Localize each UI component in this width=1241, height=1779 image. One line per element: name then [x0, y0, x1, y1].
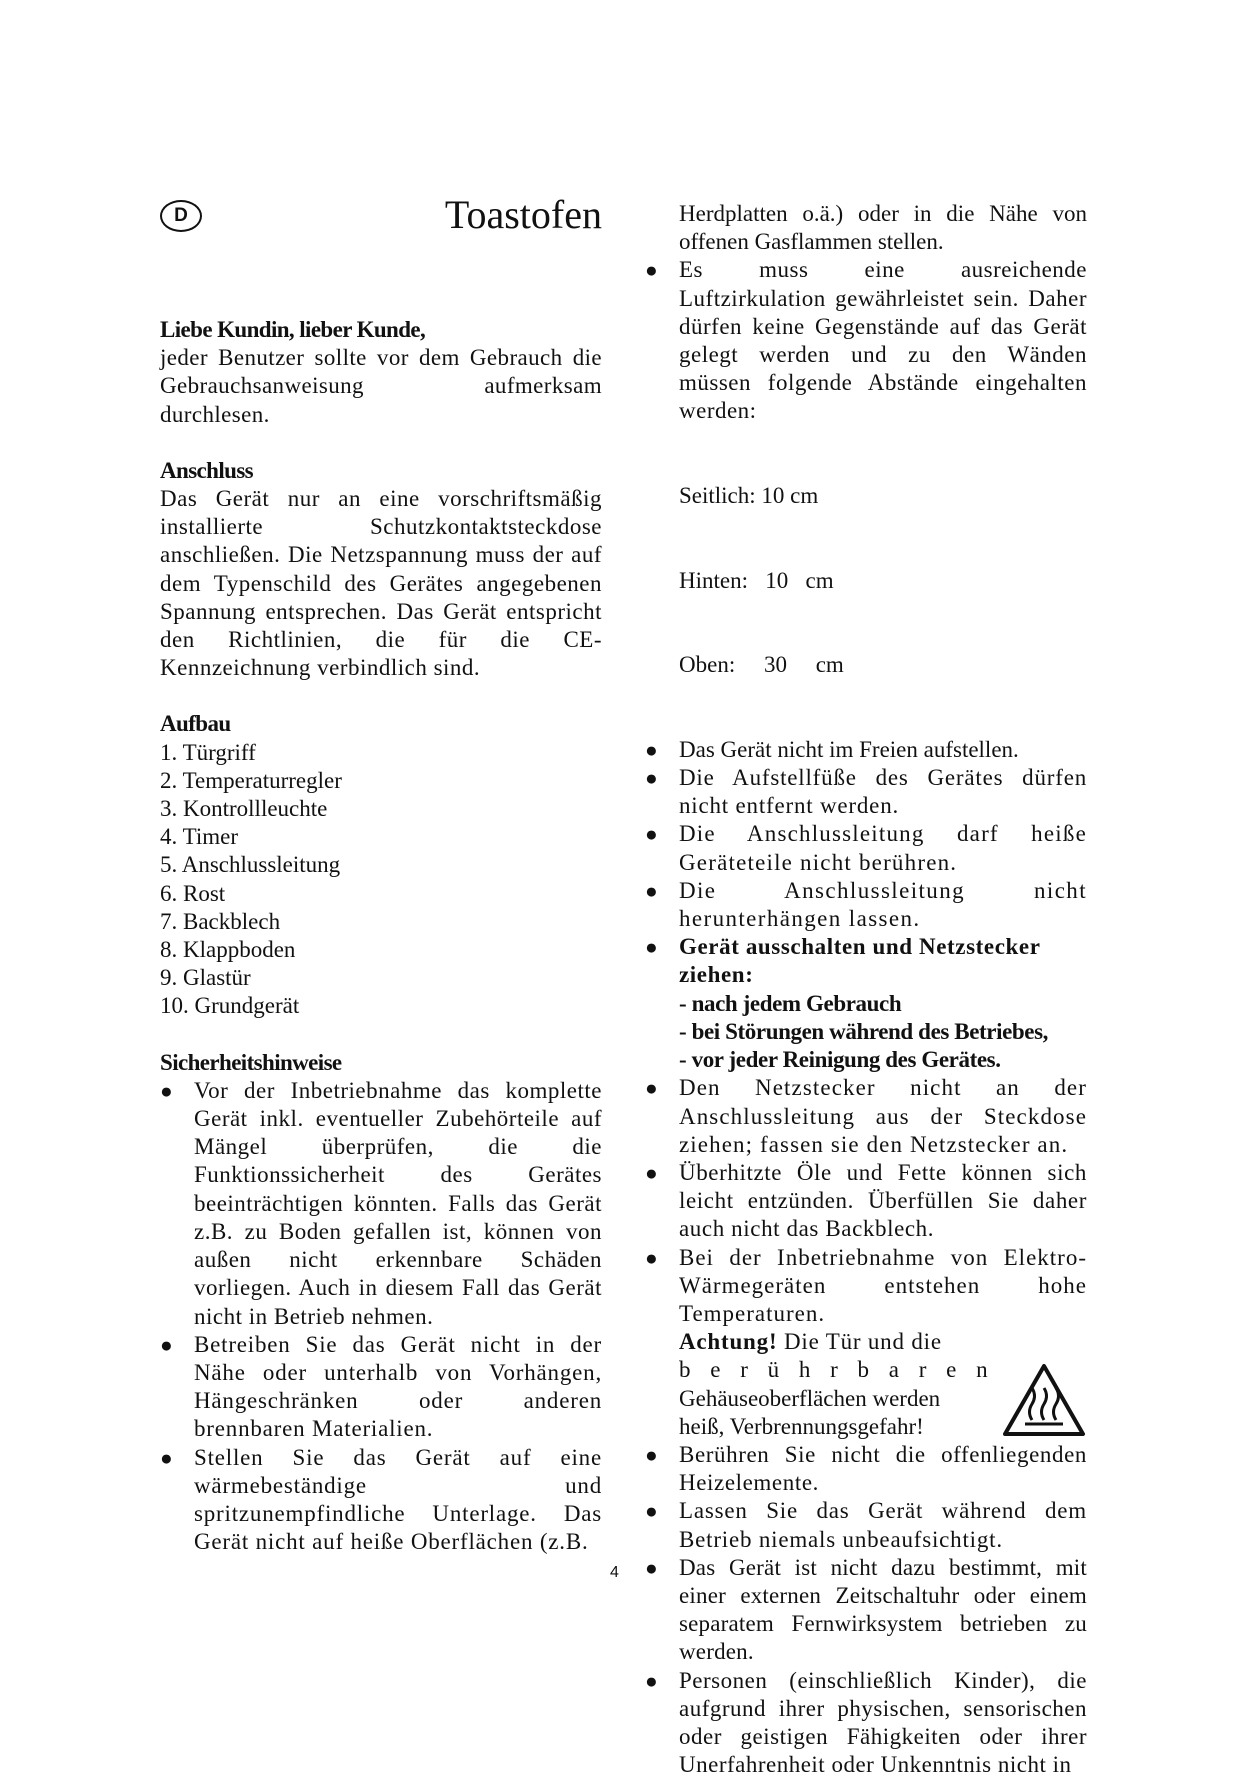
safety-bullet: ● Berühren Sie nicht die offenliegenden Heizelemente. [645, 1441, 1087, 1496]
unplug-item: - bei Störungen während des Betriebes, [679, 1018, 1048, 1044]
safety-bullet: ● Personen (einschließlich Kinder), die aufgrund ihrer physischen, sensorischen oder geistigen Fähigkeiten oder ihrer Unerfahrenheit oder Unkenntnis nicht in [645, 1667, 1087, 1778]
language-badge: D [160, 200, 202, 232]
bullet-icon: ● [645, 1442, 659, 1467]
safety-bullet: ● Den Netzstecker nicht an der Anschlussleitung aus der Steckdose ziehen; fassen sie den Netzstecker an. [645, 1075, 1087, 1157]
safety-bullet: ● Lassen Sie das Gerät während dem Betrieb niemals unbeaufsichtigt. [645, 1498, 1087, 1552]
greeting: Liebe Kundin, lieber Kunde, [160, 317, 426, 342]
parts-heading: Aufbau [160, 711, 231, 737]
unplug-bullet: ● Gerät ausschalten und Netzstecker ziehen: - nach jedem Gebrauch - bei Störungen während des Betriebes, - vor jeder Reinigung des Gerätes. [645, 933, 1087, 1074]
bullet-icon: ● [160, 1078, 174, 1103]
safety-bullet: ● Vor der Inbetriebnahme das komplette Gerät inkl. eventueller Zubehörteile auf Mängel überprüfen, die die Funktionssicherheit des Gerätes beeinträchtigen könnten. Falls das Gerät z.B. zu Boden gefallen ist, können von außen nicht erkennbare Schäden vorliegen. Auch in diesem Fall das Gerät nicht in Betrieb nehmen. [160, 1077, 602, 1329]
bullet-icon: ● [645, 1555, 658, 1580]
safety-bullet: ● Das Gerät ist nicht dazu bestimmt, mit einer externen Zeitschaltuhr oder einem separatem Fernwirksystem betrieben zu werden. [645, 1554, 1087, 1665]
bullet-icon: ● [645, 1499, 659, 1524]
safety-bullet: ● Überhitzte Öle und Fette können sich leicht entzünden. Überfüllen Sie daher auch nicht das Backblech. [645, 1159, 1087, 1242]
bullet-icon: ● [645, 935, 659, 960]
unplug-item: - nach jedem Gebrauch [679, 990, 902, 1016]
list-item: 2. Temperaturregler [160, 767, 342, 793]
bullet-icon: ● [645, 737, 658, 762]
bullet-icon: ● [645, 766, 659, 791]
bullet-icon: ● [645, 822, 659, 847]
safety-heading: Sicherheitshinweise [160, 1049, 342, 1075]
airflow-bullet: ● Es muss eine ausreichende Luftzirkulation gewährleistet sein. Daher dürfen keine Gegenstände auf das Gerät gelegt werden und zu den Wänden müssen folgende Abstände eingehalten werden: [645, 257, 1087, 424]
list-item: 10. Grundgerät [160, 993, 300, 1019]
bullet-icon: ● [645, 1668, 659, 1693]
intro-text: jeder Benutzer sollte vor dem Gebrauch die Gebrauchsanweisung aufmerksam durchlesen. [160, 345, 602, 427]
list-item: 7. Backblech [160, 908, 281, 934]
hot-surface-warning-icon [1001, 1362, 1087, 1438]
list-item: 6. Rost [160, 880, 226, 906]
continuation-text: Herdplatten o.ä.) oder in die Nähe von offenen Gasflammen stellen. [679, 201, 1087, 255]
bullet-icon: ● [645, 878, 660, 903]
bullet-icon: ● [645, 258, 659, 283]
unplug-item: - vor jeder Reinigung des Gerätes. [679, 1047, 1001, 1073]
left-column [160, 316, 602, 1556]
page-title: Toastofen [444, 192, 602, 237]
bullet-icon: ● [160, 1332, 174, 1357]
safety-bullet: ● Die Anschlussleitung nicht herunterhängen lassen. [645, 877, 1087, 932]
bullet-icon: ● [645, 1076, 659, 1101]
safety-bullet: ● Stellen Sie das Gerät auf eine wärmebeständige und spritzunempfindliche Unterlage. Das Gerät nicht auf heiße Oberflächen (z.B. [160, 1444, 602, 1555]
list-item: 1. Türgriff [160, 739, 256, 765]
list-item: 4. Timer [160, 824, 238, 850]
safety-bullet: ● Die Anschlussleitung darf heiße Geräteteile nicht berühren. [645, 821, 1087, 875]
warning-label: Achtung! [679, 1329, 778, 1355]
list-item: 3. Kontrollleuchte [160, 796, 328, 822]
list-item: 5. Anschlussleitung [160, 852, 341, 878]
list-item: 8. Klappboden [160, 937, 296, 963]
bullet-icon: ● [645, 1245, 659, 1270]
list-item: 9. Glastür [160, 965, 251, 991]
safety-bullet: ● Betreiben Sie das Gerät nicht in der Nähe oder unterhalb von Vorhängen, Hängeschränken oder anderen brennbaren Materialien. [160, 1331, 602, 1442]
distance-top: Oben: 30 cm [679, 652, 844, 678]
distance-back: Hinten: 10 cm [679, 567, 834, 593]
bullet-icon: ● [645, 1160, 659, 1185]
distances [645, 426, 1087, 736]
burn-warning: Achtung! Die Tür und die b e r ü h r b a r e n Gehäuseoberflächen werden heiß, Verbrennungsgefahr! [645, 1328, 1087, 1441]
bullet-icon: ● [160, 1445, 174, 1470]
connection-text: Das Gerät nur an eine vorschriftsmäßig installierte Schutzkontaktsteckdose anschließen. Die Netzspannung muss der auf dem Typenschild des Gerätes angegebenen Spannung entsprechen. Das Gerät entspricht den Richtlinien, die für die CE-Kennzeichnung verbindlich sind. [160, 486, 602, 681]
page-number: 4 [610, 1564, 619, 1581]
parts-list [160, 739, 602, 1021]
right-column [645, 200, 1087, 1779]
connection-heading: Anschluss [160, 457, 254, 483]
safety-bullet: ● Die Aufstellfüße des Gerätes dürfen nicht entfernt werden. [645, 765, 1087, 819]
distance-side: Seitlich: 10 cm [679, 483, 819, 509]
safety-bullet: ● Bei der Inbetriebnahme von Elektro-Wärmegeräten entstehen hohe Temperaturen. [645, 1244, 1087, 1326]
safety-bullet: ● Das Gerät nicht im Freien aufstellen. [645, 736, 1087, 764]
